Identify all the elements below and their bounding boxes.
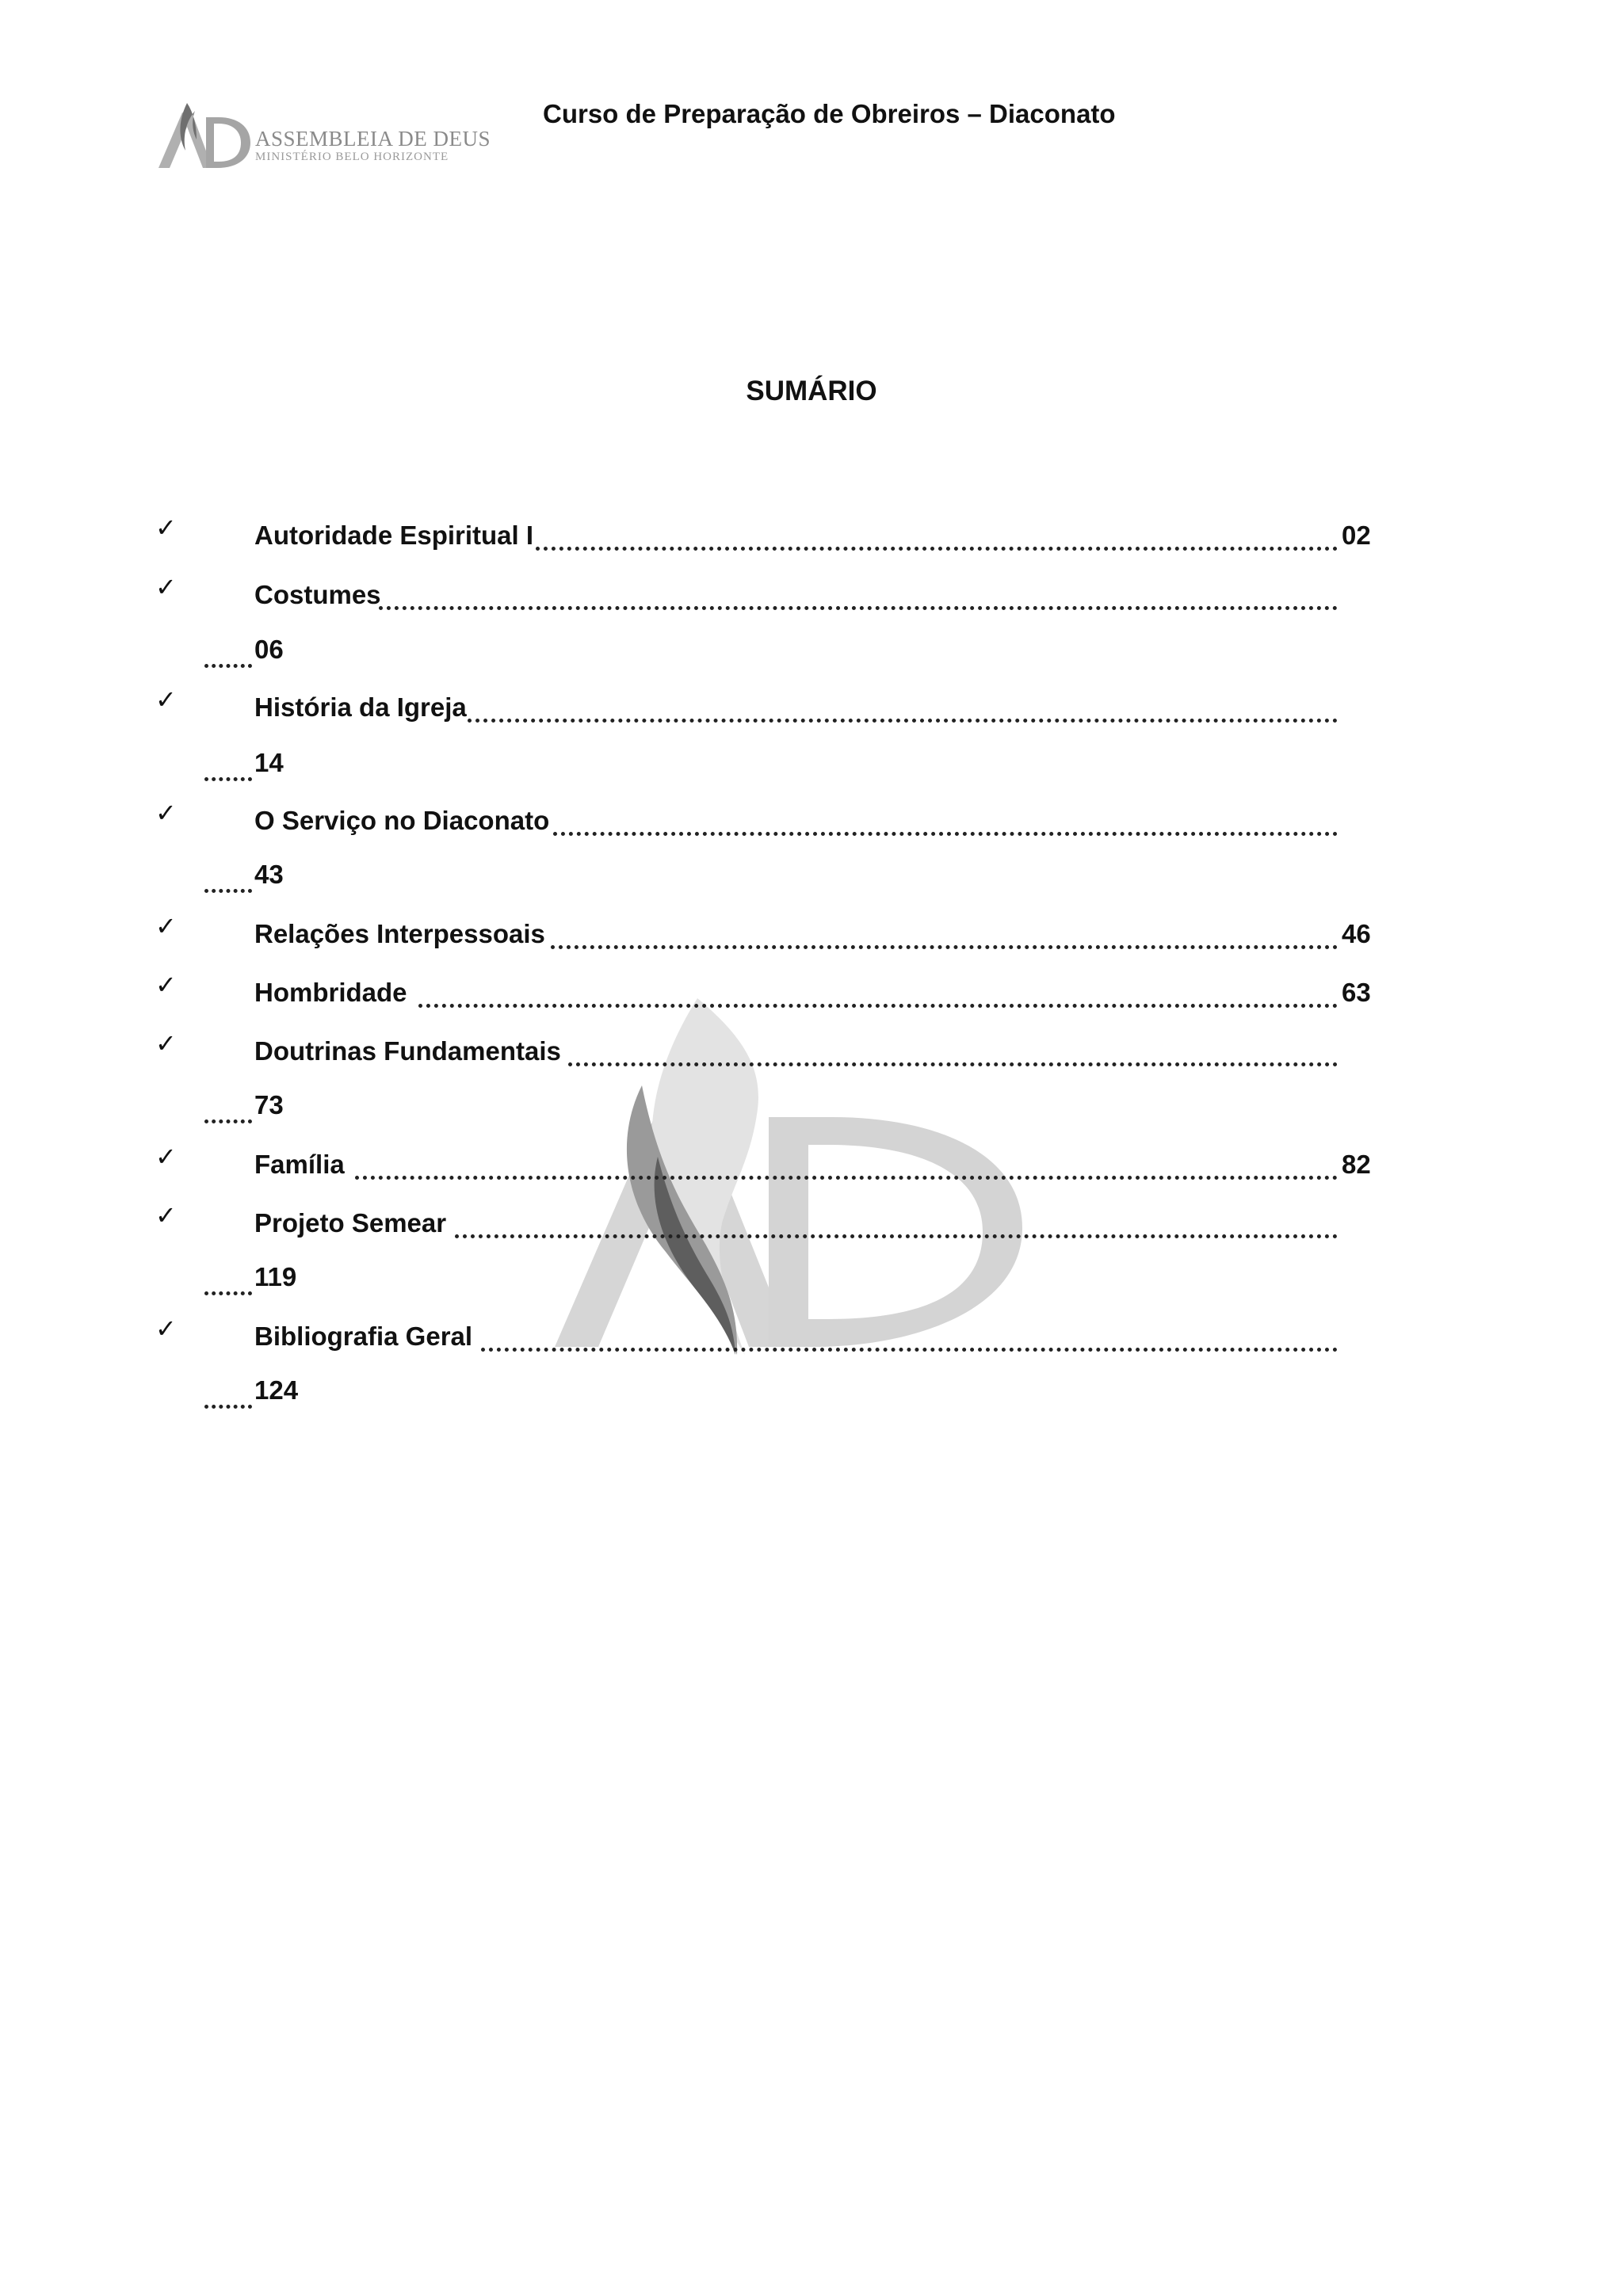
course-title: Curso de Preparação de Obreiros – Diaconato [543,99,1116,128]
checkmark-icon: ✓ [155,798,177,828]
toc-page-number: 124 [254,1375,299,1405]
toc-page-number: 02 [1342,521,1371,550]
toc-entry-label: Família [254,1150,345,1179]
dot-leader [355,1176,1338,1180]
dot-leader [379,606,1338,610]
logo-subtitle: MINISTÉRIO BELO HORIZONTE [255,151,449,163]
checkmark-icon: ✓ [155,911,177,941]
checkmark-icon: ✓ [155,1314,177,1344]
checkmark-icon: ✓ [155,572,177,602]
checkmark-icon: ✓ [155,1142,177,1172]
toc-entry-label: Autoridade Espiritual I [254,521,534,550]
toc-entry-label: Doutrinas Fundamentais [254,1036,561,1066]
toc-entry-label: Hombridade [254,978,407,1007]
toc-page-number: 119 [254,1262,297,1291]
checkmark-icon: ✓ [155,1200,177,1230]
dot-leader [204,664,252,668]
checkmark-icon: ✓ [155,685,177,715]
toc-page-number: 73 [254,1090,284,1119]
dot-leader [204,777,252,781]
toc-page-number: 63 [1342,978,1371,1007]
checkmark-icon: ✓ [155,513,177,543]
dot-leader [455,1234,1338,1238]
toc-page-number: 43 [254,860,284,889]
toc-entry-label: Relações Interpessoais [254,919,545,948]
dot-leader [551,945,1338,949]
toc-entry-label: História da Igreja [254,692,467,722]
dot-leader [468,719,1338,723]
dot-leader [204,889,252,893]
toc-page-number: 82 [1342,1150,1371,1179]
toc-page-number: 46 [1342,919,1371,948]
dot-leader [568,1062,1338,1066]
dot-leader [481,1348,1338,1352]
toc-page-number: 14 [254,748,284,777]
dot-leader [418,1004,1338,1008]
dot-leader [204,1119,252,1123]
page-title: SUMÁRIO [746,376,877,406]
dot-leader [553,832,1338,836]
checkmark-icon: ✓ [155,970,177,1000]
dot-leader [204,1405,252,1409]
toc-page-number: 06 [254,635,284,664]
dot-leader [536,547,1338,551]
toc-entry-label: Costumes [254,580,381,609]
toc-entry-label: Projeto Semear [254,1208,447,1238]
toc-entry-label: O Serviço no Diaconato [254,806,550,835]
checkmark-icon: ✓ [155,1028,177,1058]
logo-name: ASSEMBLEIA DE DEUS [255,127,491,151]
dot-leader [204,1291,252,1295]
toc-entry-label: Bibliografia Geral [254,1322,473,1351]
